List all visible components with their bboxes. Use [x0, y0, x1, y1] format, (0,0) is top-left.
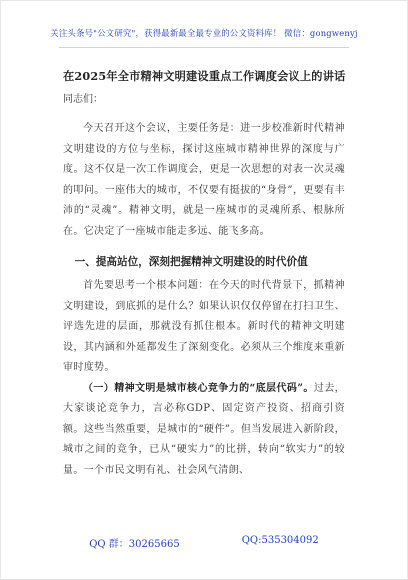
header-promo-note: 关注头条号"公文研究"，获得最新最全最专业的公文资料库！ 微信：gongwenyj	[50, 28, 358, 38]
document-title: 在2025年全市精神文明建设重点工作调度会议上的讲话	[63, 69, 346, 83]
footer-qq: QQ:535304092	[241, 535, 319, 546]
subsection-1-paragraph	[63, 379, 345, 482]
section-heading-1: 一、提高站位，深刻把握精神文明建设的时代价值	[74, 256, 308, 268]
greeting: 同志们：	[63, 94, 103, 105]
footer-contacts	[1, 535, 407, 550]
subsection-1-title: （一）精神文明是城市核心竞争力的“底层代码”。	[83, 382, 314, 394]
intro-paragraph: 今天召开这个会议，主要任务是：进一步校准新时代精神文明建设的方位与坐标，探讨这座城市精神世界的深度与广度。这不仅是一次工作调度会，更是一次思想的对表一次灵魂的叩问。一座伟大的城市，不仅要有挺拔的“身骨”，更要有丰沛的“灵魂”。精神文明，就是一座城市的灵魂所系、根脉所在。它决定了一座城市能走多远、能飞多高。	[63, 123, 345, 237]
footer-qq-group: QQ 群：30265665	[89, 539, 180, 550]
subsection-1-text: 过去，大家谈论竞争力，言必称GDP、固定资产投资、招商引资额。这些当然重要，是城市的“硬件”。但当发展进入新阶段，城市之间的竞争，已从“硬实力”的比拼，转向“软实力”的较量。一个市民文明有礼、社会风气清朗、	[63, 382, 345, 476]
document-body	[63, 67, 345, 481]
header-divider	[59, 47, 349, 48]
section-1-paragraph: 首先要思考一个根本问题：在今天的时代背景下，抓精神文明建设，到底抓的是什么？如果认识仅仅停留在打扫卫生、评选先进的层面，那就没有抓住根本。新时代的精神文明建设，其内涵和外延都发生了深刻变化。必须从三个维度来重新审时度势。	[63, 280, 345, 373]
